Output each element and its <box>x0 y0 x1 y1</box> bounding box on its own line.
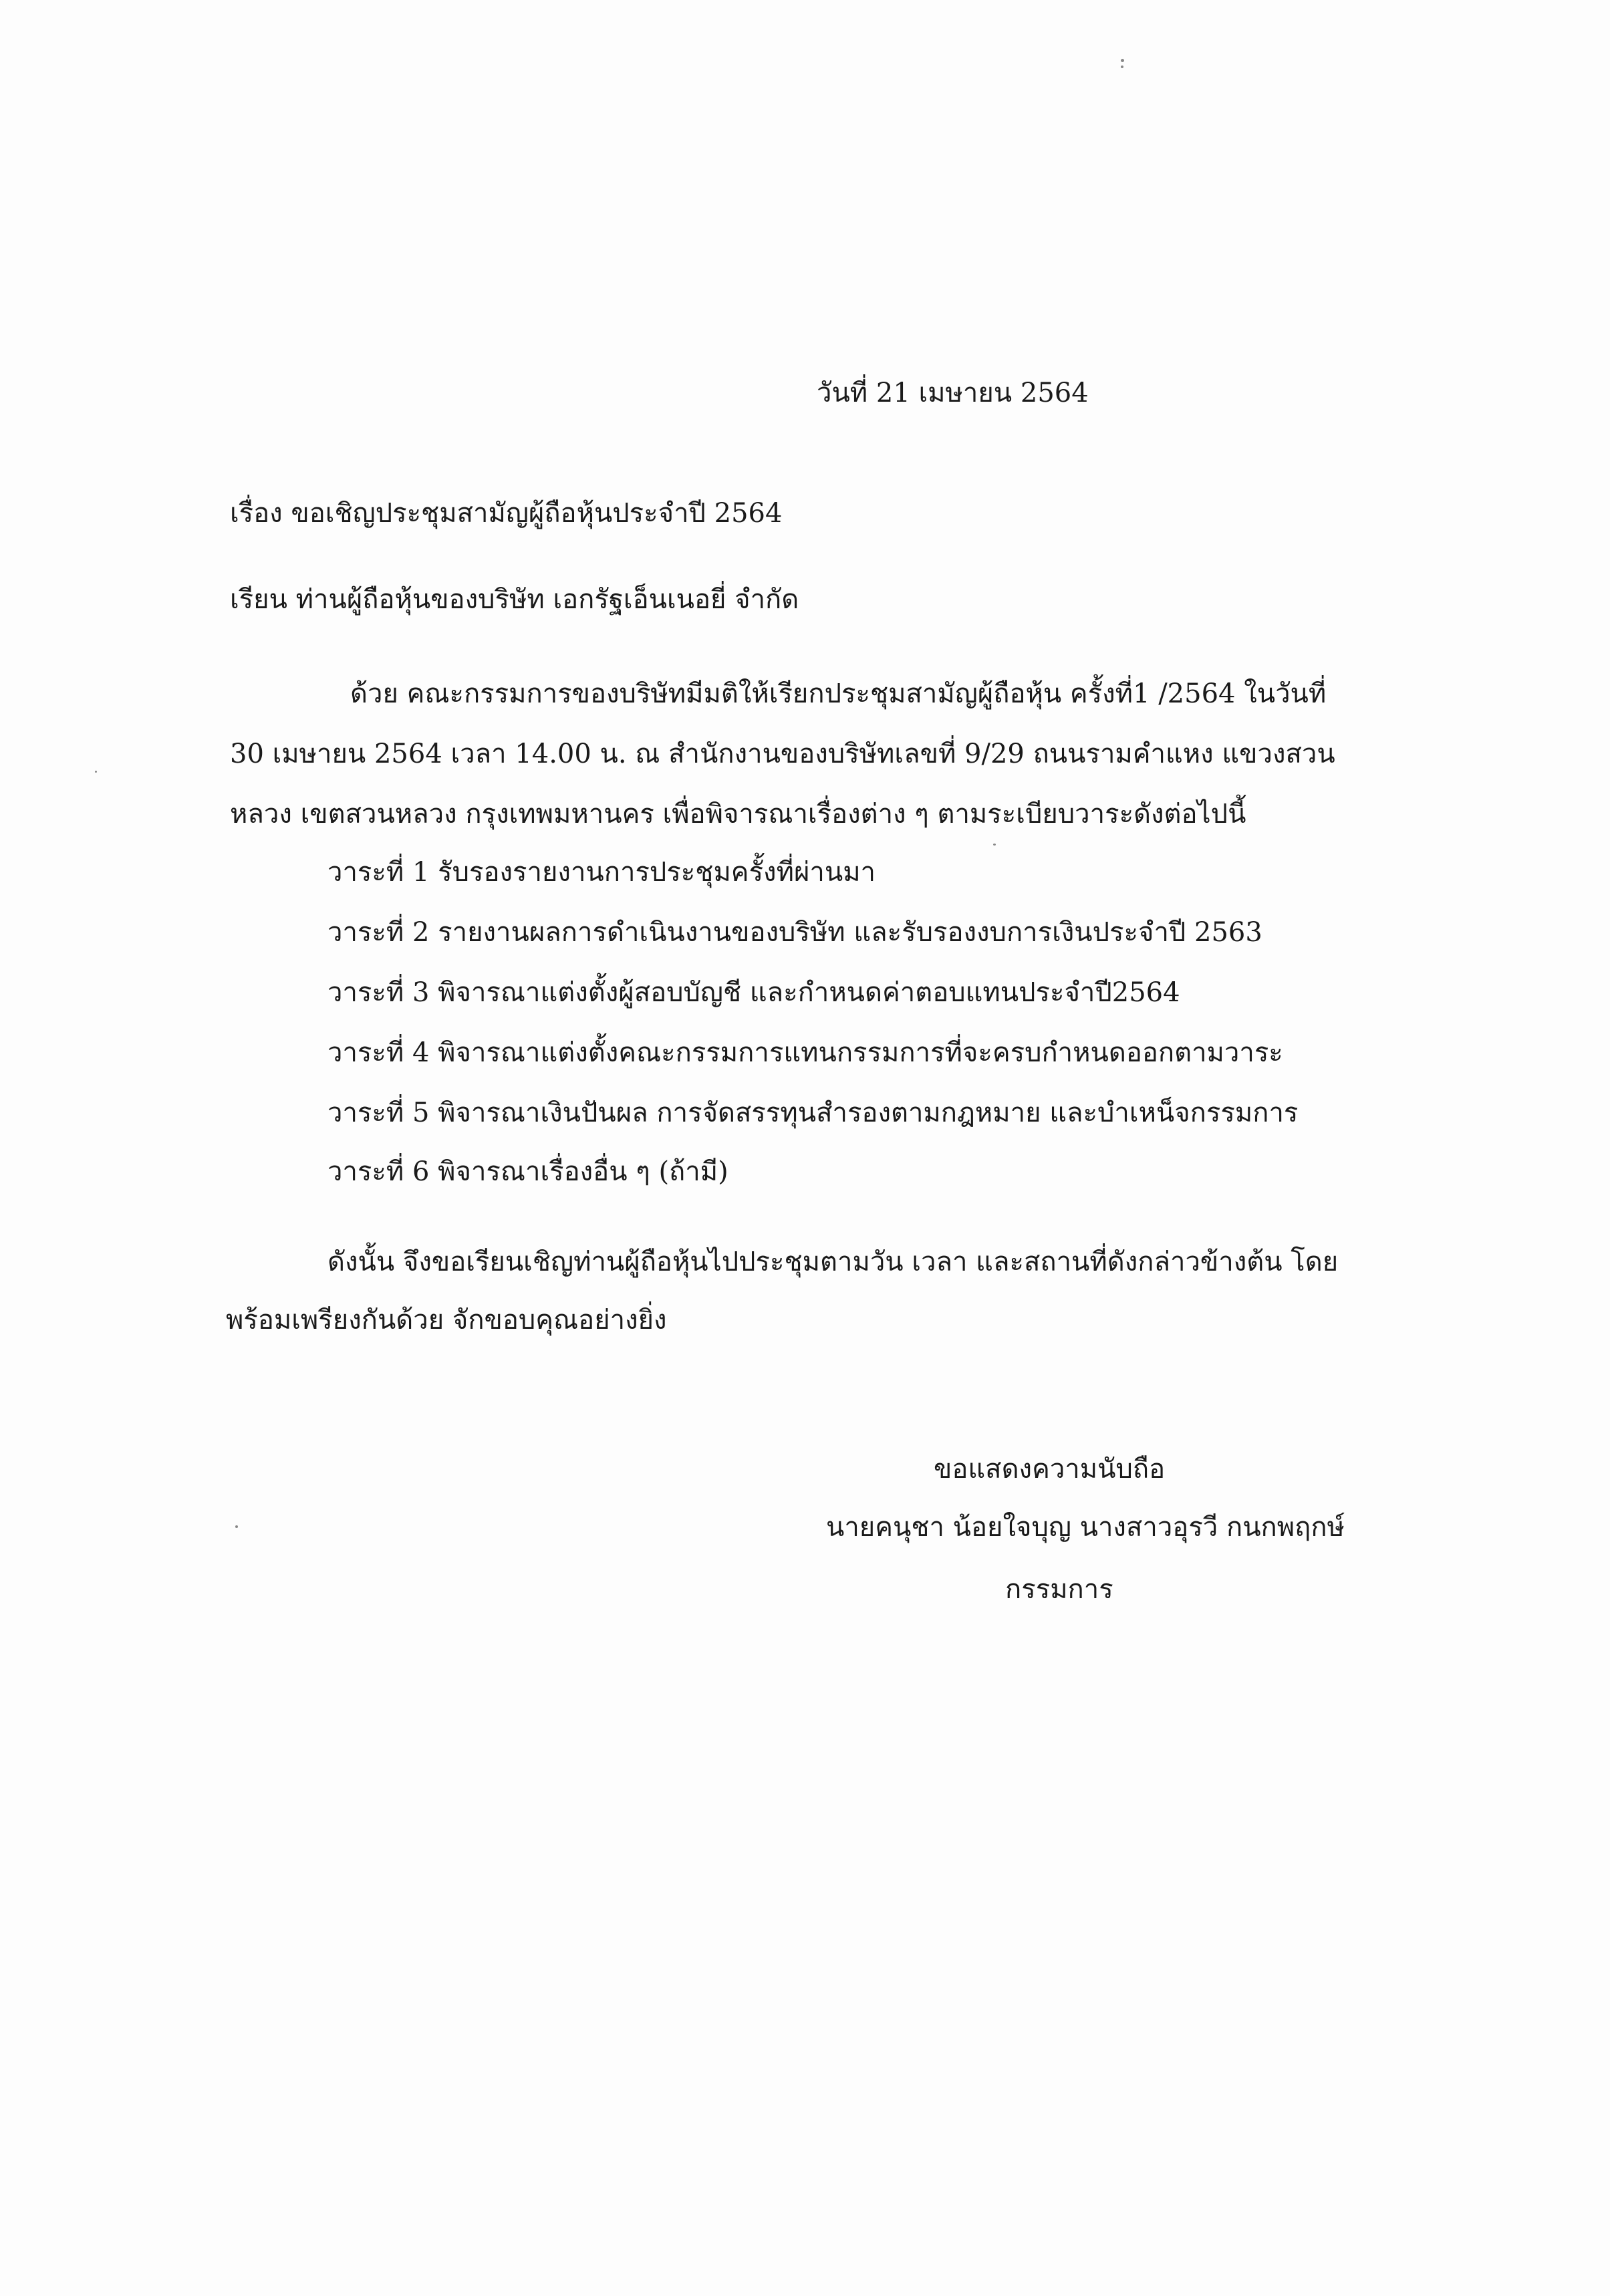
closing-line: ดังนั้น จึงขอเรียนเชิญท่านผู้ถือหุ้นไปประชุมตามวัน เวลา และสถานที่ดังกล่าวข้างต้น โดย <box>327 1247 1339 1277</box>
scan-speck <box>1121 66 1123 68</box>
signer-names: นายคนุชา น้อยใจบุญ นางสาวอุรวี กนกพฤกษ์ <box>826 1512 1345 1543</box>
agenda-item: วาระที่ 5 พิจารณาเงินปันผล การจัดสรรทุนสำรองตามกฎหมาย และบำเหน็จกรรมการ <box>327 1098 1299 1128</box>
signer-position: กรรมการ <box>1005 1574 1113 1605</box>
letter-date: วันที่ 21 เมษายน 2564 <box>817 378 1089 408</box>
agenda-item: วาระที่ 4 พิจารณาแต่งตั้งคณะกรรมการแทนกรรมการที่จะครบกำหนดออกตามวาระ <box>327 1037 1283 1068</box>
letter-recipient: เรียน ท่านผู้ถือหุ้นของบริษัท เอกรัฐเอ็นเนอยี่ จำกัด <box>230 584 799 615</box>
agenda-item: วาระที่ 3 พิจารณาแต่งตั้งผู้สอบบัญชี และกำหนดค่าตอบแทนประจำปี2564 <box>327 977 1180 1008</box>
body-line: 30 เมษายน 2564 เวลา 14.00 น. ณ สำนักงานของบริษัทเลขที่ 9/29 ถนนรามคำแหง แขวงสวน <box>230 739 1335 769</box>
closing-line: พร้อมเพรียงกันด้วย จักขอบคุณอย่างยิ่ง <box>226 1305 667 1335</box>
scan-speck <box>95 771 97 773</box>
closing-regards: ขอแสดงความนับถือ <box>934 1454 1166 1485</box>
agenda-item: วาระที่ 1 รับรองรายงานการประชุมครั้งที่ผ่านมา <box>327 857 876 888</box>
body-line: ด้วย คณะกรรมการของบริษัทมีมติให้เรียกประชุมสามัญผู้ถือหุ้น ครั้งที่1 /2564 ในวันที่ <box>350 678 1327 709</box>
scan-speck <box>993 844 996 846</box>
agenda-item: วาระที่ 2 รายงานผลการดำเนินงานของบริษัท และรับรองงบการเงินประจำปี 2563 <box>327 917 1262 948</box>
agenda-item: วาระที่ 6 พิจารณาเรื่องอื่น ๆ (ถ้ามี) <box>327 1156 728 1187</box>
scan-speck <box>1121 59 1124 62</box>
letter-subject: เรื่อง ขอเชิญประชุมสามัญผู้ถือหุ้นประจำปี 2564 <box>230 498 783 529</box>
scan-speck <box>235 1525 238 1528</box>
body-line: หลวง เขตสวนหลวง กรุงเทพมหานคร เพื่อพิจารณาเรื่องต่าง ๆ ตามระเบียบวาระดังต่อไปนี้ <box>230 799 1246 830</box>
